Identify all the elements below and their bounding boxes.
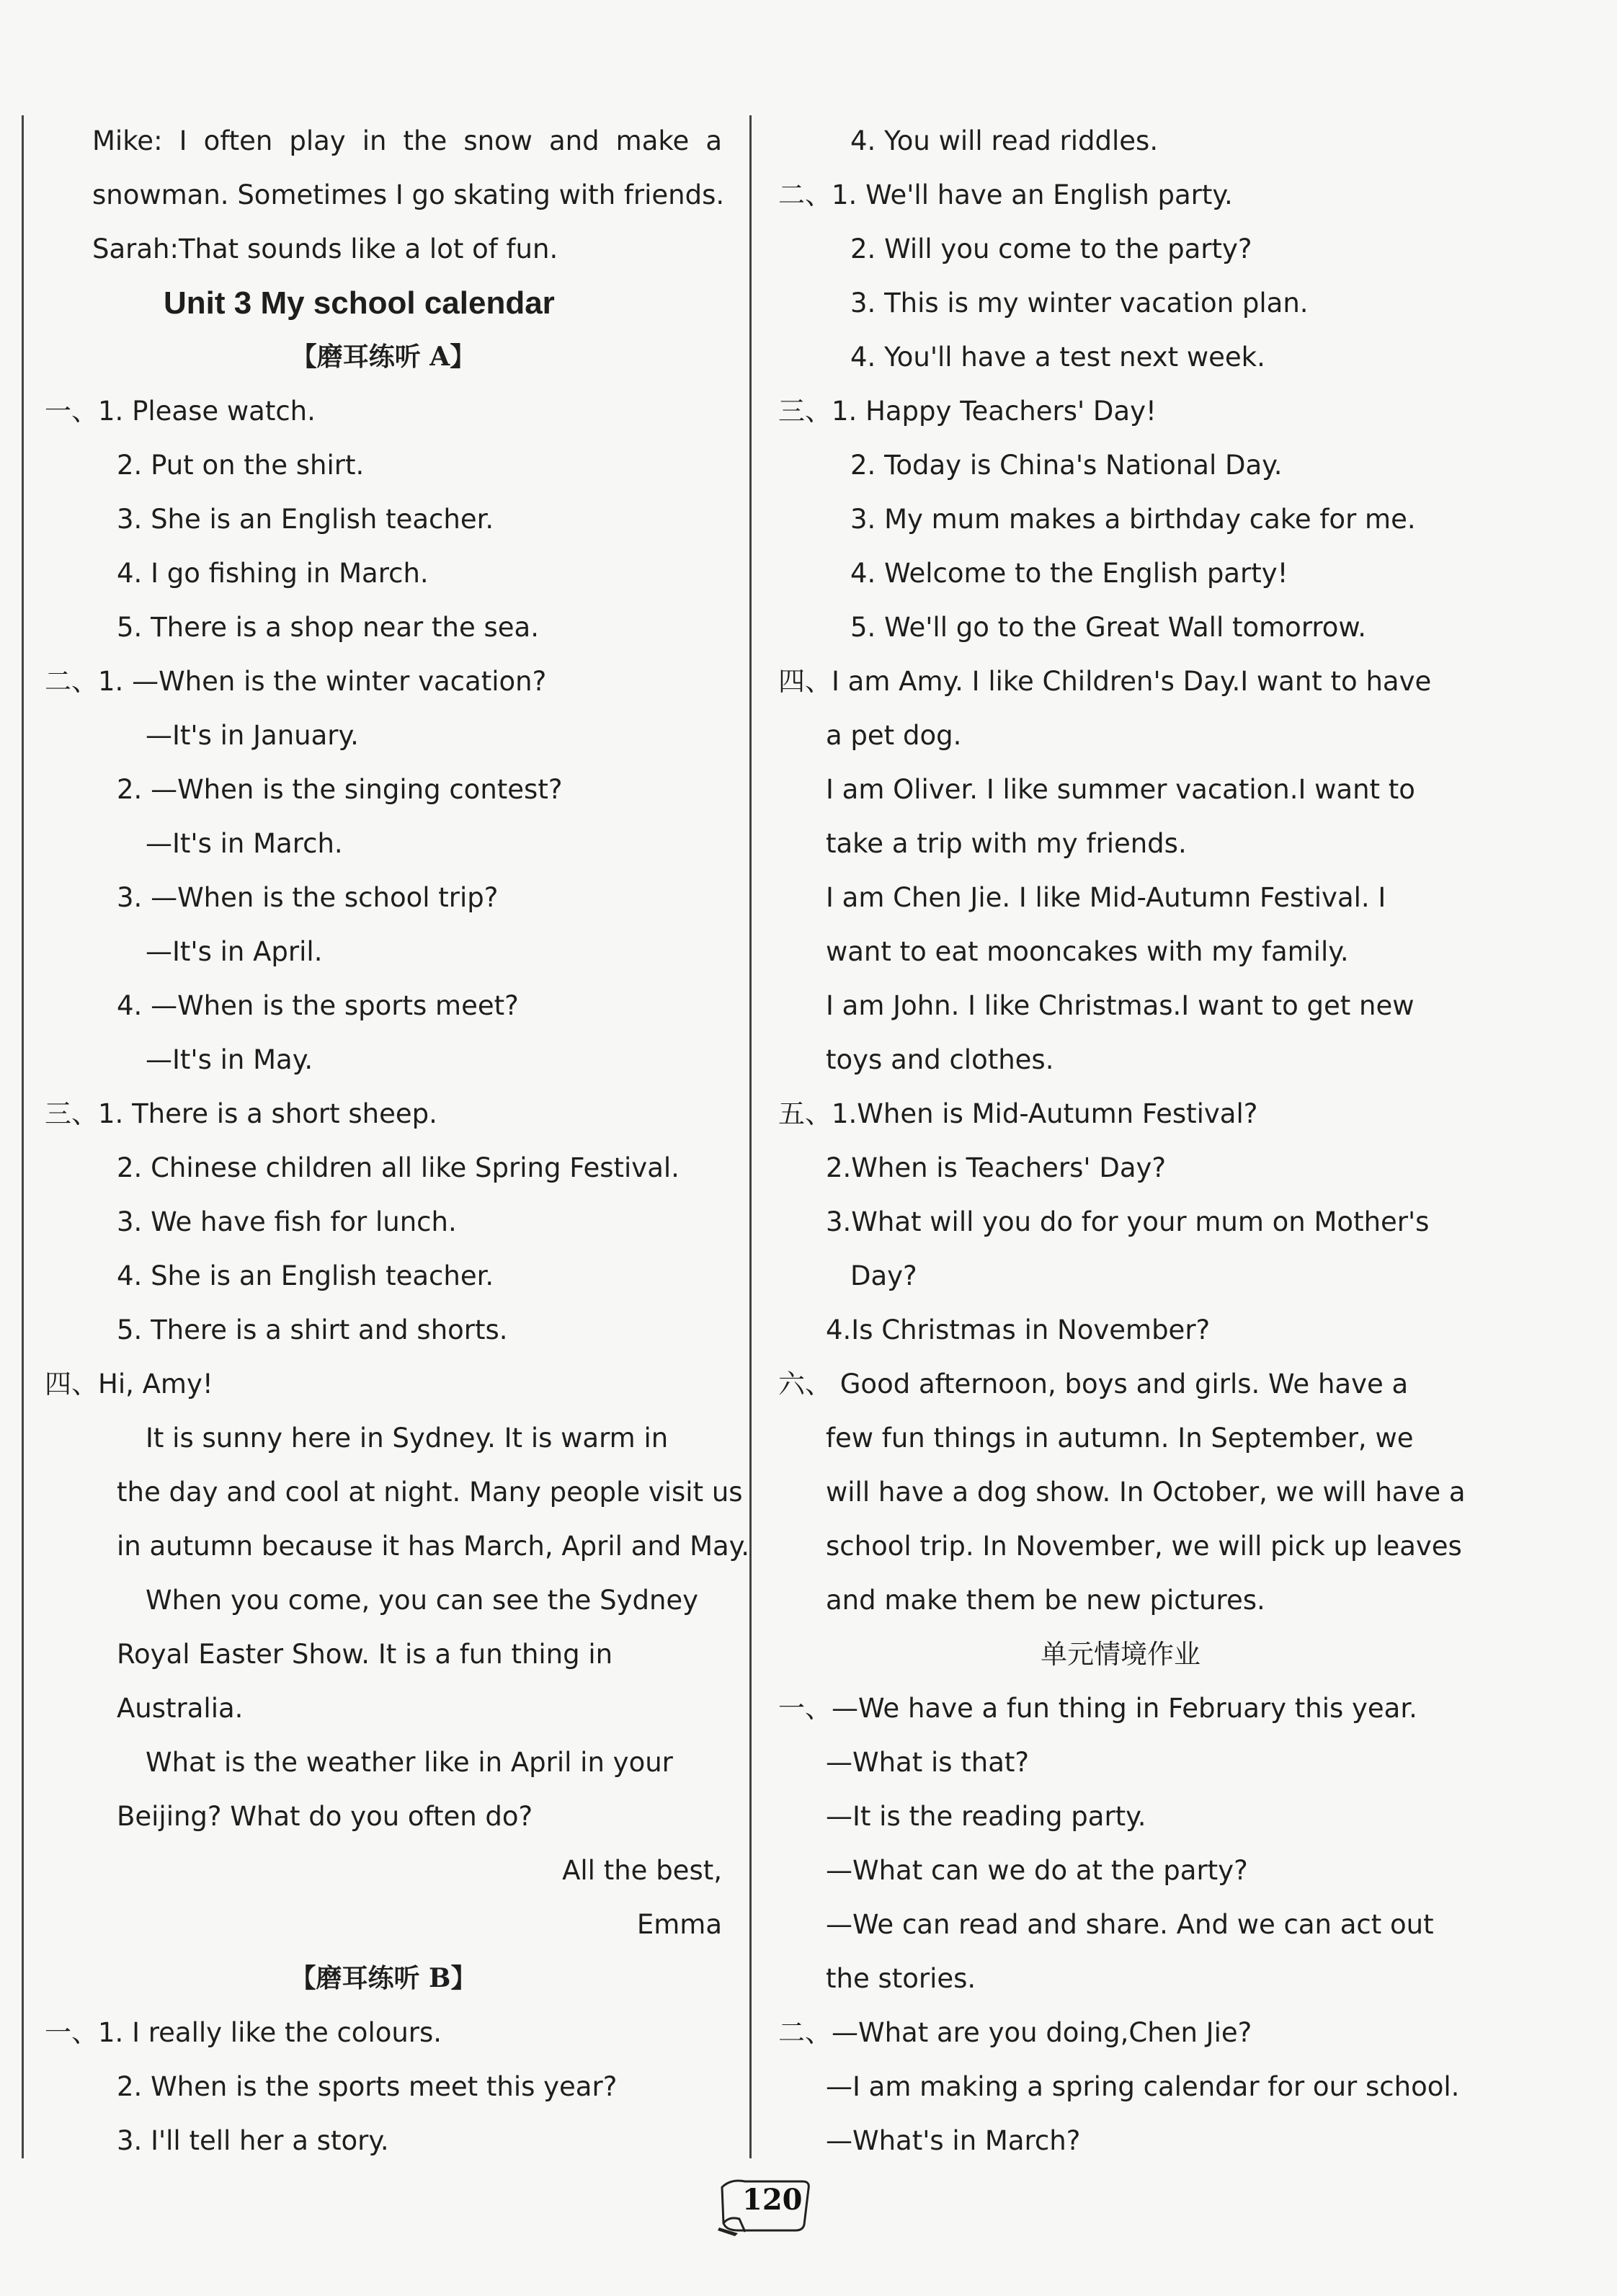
exercise-line: will have a dog show. In October, we will have a [826,1477,1466,1508]
exercise-line: 2. Will you come to the party? [850,233,1252,264]
exercise-line: —It's in March. [146,828,343,859]
exercise-line: 5. We'll go to the Great Wall tomorrow. [850,612,1367,643]
letter-line: in autumn because it has March, April and May. [117,1531,750,1562]
exercise-line: Day? [850,1260,917,1291]
letter-line: Australia. [117,1693,244,1724]
scenario-heading: 单元情境作业 [1041,1639,1200,1670]
exercise-line: 5. There is a shop near the sea. [117,612,539,643]
exercise-line: a pet dog. [826,720,962,751]
intro-line: Mike: I often play in the snow and make a [92,125,722,156]
exercise-line: 3. My mum makes a birthday cake for me. [850,504,1416,535]
exercise-line: want to eat mooncakes with my family. [826,936,1349,967]
unit-title: Unit 3 My school calendar [164,285,555,321]
letter-line: Beijing? What do you often do? [117,1801,533,1832]
exercise-line: and make them be new pictures. [826,1585,1265,1616]
column-divider [749,115,752,2158]
exercise-line: —It's in January. [146,720,359,751]
exercise-line: take a trip with my friends. [826,828,1187,859]
exercise-line: 六、 Good afternoon, boys and girls. We have a [778,1369,1409,1400]
exercise-line: 一、—We have a fun thing in February this year. [778,1693,1417,1724]
exercise-line: 三、1. There is a short sheep. [45,1098,437,1129]
listen-b-heading: 【磨耳练听 B】 [290,1963,477,1993]
exercise-line: 4. You will read riddles. [850,125,1159,156]
exercise-line: I am John. I like Christmas.I want to get new [826,990,1415,1021]
page-number: 120 [742,2183,803,2217]
exercise-line: 3. I'll tell her a story. [117,2125,389,2156]
letter-signature: Emma [636,1909,722,1940]
exercise-line: 四、I am Amy. I like Children's Day.I want to have [778,666,1432,697]
letter-line: When you come, you can see the Sydney [146,1585,699,1616]
letter-line: Royal Easter Show. It is a fun thing in [117,1639,613,1670]
exercise-line: 2. —When is the singing contest? [117,774,563,805]
exercise-line: 二、1. We'll have an English party. [778,179,1233,210]
exercise-line: 五、1.When is Mid-Autumn Festival? [778,1098,1258,1129]
exercise-line: 2. When is the sports meet this year? [117,2071,618,2102]
exercise-line: 2. Chinese children all like Spring Festival. [117,1152,680,1183]
exercise-line: toys and clothes. [826,1044,1054,1075]
exercise-line: 三、1. Happy Teachers' Day! [778,396,1157,427]
letter-greeting: 四、Hi, Amy! [45,1369,213,1400]
exercise-line: 3. She is an English teacher. [117,504,494,535]
exercise-line: 4.Is Christmas in November? [826,1314,1211,1345]
exercise-line: I am Oliver. I like summer vacation.I want to [826,774,1415,805]
exercise-line: 3. We have fish for lunch. [117,1206,457,1237]
exercise-line: —I am making a spring calendar for our school. [826,2071,1460,2102]
exercise-line: 3. —When is the school trip? [117,882,499,913]
exercise-line: 2. Put on the shirt. [117,450,365,481]
exercise-line: —It's in May. [146,1044,313,1075]
page-footer [716,2173,817,2238]
exercise-line: 4. You'll have a test next week. [850,342,1265,373]
intro-line: Sarah:That sounds like a lot of fun. [92,233,558,264]
exercise-line: 4. Welcome to the English party! [850,558,1288,589]
intro-line: snowman. Sometimes I go skating with friends. [92,179,725,210]
exercise-line: —It's in April. [146,936,323,967]
exercise-line: 4. I go fishing in March. [117,558,429,589]
exercise-line: —It is the reading party. [826,1801,1146,1832]
exercise-line: I am Chen Jie. I like Mid-Autumn Festival. I [826,882,1386,913]
exercise-line: —What's in March? [826,2125,1081,2156]
letter-closing: All the best, [562,1855,722,1886]
listen-a-heading: 【磨耳练听 A】 [290,342,476,372]
left-margin-rule [22,115,24,2158]
exercise-line: 3.What will you do for your mum on Mother's [826,1206,1430,1237]
exercise-line: the stories. [826,1963,976,1994]
left-column [45,114,750,2168]
exercise-line: 二、—What are you doing,Chen Jie? [778,2017,1252,2048]
exercise-line: 一、1. Please watch. [45,396,316,427]
exercise-line: 二、1. —When is the winter vacation? [45,666,547,697]
right-column [778,114,1466,2168]
exercise-line: 4. She is an English teacher. [117,1260,494,1291]
letter-line: What is the weather like in April in your [146,1747,673,1778]
exercise-line: 5. There is a shirt and shorts. [117,1314,508,1345]
exercise-line: —What can we do at the party? [826,1855,1248,1886]
exercise-line: 一、1. I really like the colours. [45,2017,442,2048]
exercise-line: 4. —When is the sports meet? [117,990,519,1021]
exercise-line: few fun things in autumn. In September, we [826,1423,1414,1454]
letter-line: It is sunny here in Sydney. It is warm in [146,1423,669,1454]
exercise-line: 3. This is my winter vacation plan. [850,288,1309,319]
exercise-line: —We can read and share. And we can act out [826,1909,1434,1940]
exercise-line: school trip. In November, we will pick up leaves [826,1531,1462,1562]
exercise-line: 2.When is Teachers' Day? [826,1152,1167,1183]
letter-line: the day and cool at night. Many people visit us [117,1477,743,1508]
exercise-line: 2. Today is China's National Day. [850,450,1283,481]
exercise-line: —What is that? [826,1747,1030,1778]
